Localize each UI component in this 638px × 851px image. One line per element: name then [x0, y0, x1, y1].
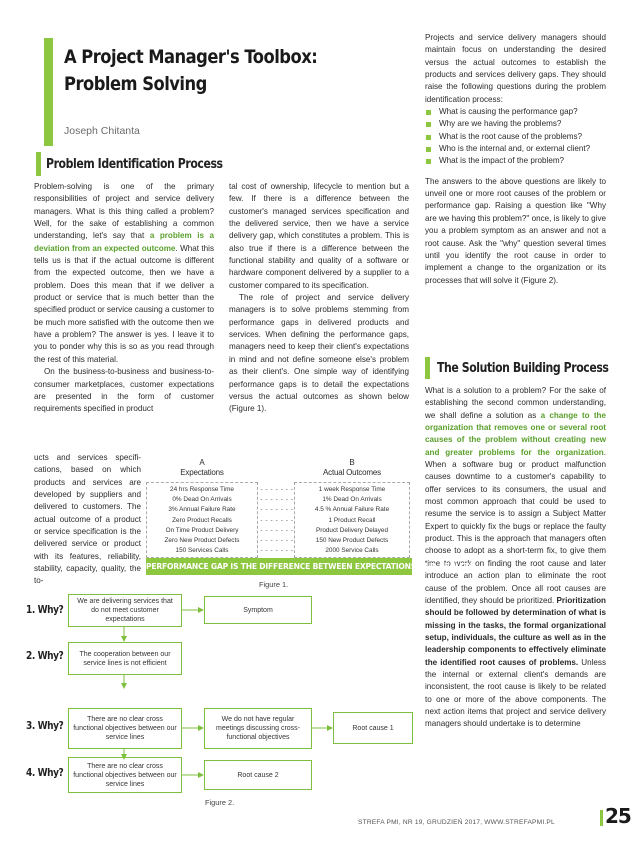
- question-item: What is causing the performance gap?: [425, 106, 606, 118]
- performance-gap-banner: PERFORMANCE GAP IS THE DIFFERENCE BETWEEN EXPECTATIONS AND REALITY.: [146, 558, 412, 575]
- why-4-box: There are no clear cross functional objectives between our service lines: [68, 757, 182, 793]
- title-line-1: A Project Manager's Toolbox:: [64, 46, 318, 68]
- expectation-cell: On Time Product Delivery: [165, 526, 239, 534]
- why-label-1: 1. Why?: [26, 604, 64, 616]
- author: Joseph Chitanta: [64, 125, 140, 137]
- why-label-2: 2. Why?: [26, 650, 64, 662]
- col1-paragraph-1: Problem-solving is one of the primary responsibilities of project and service delivery managers. What is this thing called a problem? Well, for the sake of establishing a common understanding, let's say that a problem is a deviation from an expected outcome. What this tells us is that if the actual outcome is different from the expected outcome, then we have a problem. Does this mean that if we deliver a product or service that is much better than the specified product or service causing a customer to be much more satisfied with the outcome then we have a problem? The answer is yes. I leave it to you to ponder why this is so as you read through the rest of this material.: [34, 182, 215, 364]
- figure-2-caption: Figure 2.: [205, 798, 235, 807]
- root-cause-2-box: Root cause 2: [204, 760, 312, 790]
- outcome-cell: 4.5 % Annual Failure Rate: [314, 506, 390, 514]
- definition-highlight: a problem is a deviation from an expected outcome: [34, 231, 215, 253]
- col3-intro: Projects and service delivery managers should maintain focus on understanding the desired versus the actual outcomes to establish the products and services delivery gaps. They should raise the following questions during the problem identification process:: [425, 33, 606, 104]
- outcome-cell: 1% Dead On Arrivals: [322, 496, 382, 504]
- section-title-problem-identification: Problem Identification Process: [46, 157, 223, 172]
- question-item: What is the root cause of the problems?: [425, 131, 606, 143]
- gap-dashes: - - - - - - -: [260, 526, 294, 534]
- page-number: 25: [605, 804, 631, 828]
- outcome-cell: 1 week Response Time: [318, 486, 386, 493]
- title-line-2: Problem Solving: [64, 73, 207, 95]
- outcome-cell: 1 Product Recall: [328, 516, 376, 524]
- page-number-accent: [600, 810, 603, 826]
- expectation-cell: 24 hrs Response Time: [170, 486, 234, 493]
- col2-paragraph-1: tal cost of ownership, lifecycle to mention but a few. If there is a difference between the customer's managed services specification and the delivered service, then we have a service delivery gap, which constitutes a problem. This is also true if there is a difference between the functional stability and quality of a software or hardware component delivered by a supplier to a customer compared to its specification.: [229, 182, 409, 290]
- expectation-cell: Zero Product Recalls: [172, 516, 232, 524]
- col1-paragraph-2-cont: ucts and services specifi- cations, based on which products and services are developed by suppliers and delivered to customers. The actual outcome of a product or service specification is the delivered service or product with its features, reliability, stability, capacity, quality, the to-: [34, 453, 141, 586]
- why-2-box: The cooperation between our service lines is not efficient: [68, 642, 182, 675]
- why-1-box: We are delivering services that do not meet customer expectations: [68, 594, 182, 627]
- gap-dashes: - - - - - - -: [260, 496, 294, 504]
- col1-paragraph-2: On the business-to-business and business-to-consumer marketplaces, customer expectations are presented in the form of customer requirements specified in product: [34, 367, 214, 414]
- expectations-header: A Expectations: [180, 458, 224, 477]
- gap-dashes: - - - - - - -: [260, 537, 294, 544]
- outcome-cell: Product Delivery Delayed: [315, 526, 389, 534]
- gap-dashes: - - - - - - -: [260, 486, 294, 493]
- col3-paragraph-3: What is a solution to a problem? For the sake of establishing the second common understanding, we shall define a solution as a change to the organization that removes one or several root causes of the problem without creating new and greater problems for the organization. When a software bug or product malfunction causes downtime to a customer's capability to offer services to its consumers, the usual and most common approach that could be used to resume the service is to assign a Subject Matter Expert to quickly fix the bugs or replace the faulty product. This is the approach that managers often choose to adopt as a short-term fix, to give them time to work on finding the root cause and later introduce an action plan to eliminate the root cause of the problem. Once all root causes are identified, they should be prioritized. Prioritization should be followed by determination of what is missing in the tasks, the formal organizational setup, individuals, the culture as well as in the leadership components to effectively eliminate the identified root causes of problems. Unless the internal or external client's demands are inconsistent, the root cause is likely to be related to one or more of the above components. The next action items that project and service delivery managers should undertake is to determine: [425, 386, 607, 729]
- expectation-cell: 0% Dead On Arrivals: [172, 496, 232, 504]
- outcome-cell: 2000 Service Calls: [325, 547, 379, 555]
- question-item: Why are we having the problems?: [425, 118, 606, 130]
- actual-outcomes-header: B Actual Outcomes: [323, 458, 381, 477]
- symptom-box: Symptom: [204, 596, 312, 624]
- root-cause-1-box: Root cause 1: [333, 712, 413, 744]
- why-label-3: 3. Why?: [26, 720, 64, 732]
- meetings-box: We do not have regular meetings discussing cross-functional objectives: [204, 708, 312, 749]
- question-item: Who is the internal and, or external client?: [425, 143, 606, 155]
- expectation-cell: Zero New Product Defects: [164, 537, 240, 544]
- expectation-cell: 150 Services Calls: [175, 547, 229, 555]
- col2-paragraph-2: The role of project and service delivery managers is to solve problems stemming from performance gaps in delivered products and services. When defining the performance gaps, managers need to keep their client's expectations in mind and not define someone else's problem as their client's. One simple way of identifying performance gaps is to detail the expectations versus the actual outcomes as shown below (Figure 1).: [229, 293, 409, 414]
- prioritization-bold: Prioritization should be followed by determination of what is missing in the tasks, the formal organizational setup, individuals, the culture as well as in the leadership components to effectively eliminate the identified root causes of problems.: [425, 595, 606, 667]
- why-label-4: 4. Why?: [26, 767, 64, 779]
- gap-dashes: - - - - - - -: [260, 516, 294, 524]
- why-3-box: There are no clear cross functional objectives between our service lines: [68, 708, 182, 749]
- gap-dashes: - - - - - - -: [260, 547, 294, 555]
- section-title-solution-building: The Solution Building Process: [437, 361, 609, 376]
- question-item: What is the impact of the problem?: [425, 155, 606, 167]
- col3-paragraph-2: The answers to the above questions are likely to unveil one or more root causes of the problem or performance gap. Raising a question like "Why are we having this problem?" once, is likely to give you a problem symptom as an answer and not a root cause. Ask the "why" question several times until you identify the root cause in order to implement a change to the organization or its processes that will solve it (Figure 2).: [425, 176, 606, 285]
- expectation-cell: 3% Annual Failure Rate: [168, 506, 236, 514]
- outcome-cell: 150 New Product Defects: [315, 537, 389, 544]
- solution-definition-highlight: a change to the organization that removes one or several root causes of the problem without creating new and greater problems for the organization: [425, 410, 606, 457]
- footer-publication: STREFA PMI, NR 19, GRUDZIEŃ 2017, WWW.STREFAPMI.PL: [358, 819, 555, 826]
- figure-1-caption: Figure 1.: [259, 580, 289, 589]
- gap-dashes: - - - - - - -: [260, 506, 294, 514]
